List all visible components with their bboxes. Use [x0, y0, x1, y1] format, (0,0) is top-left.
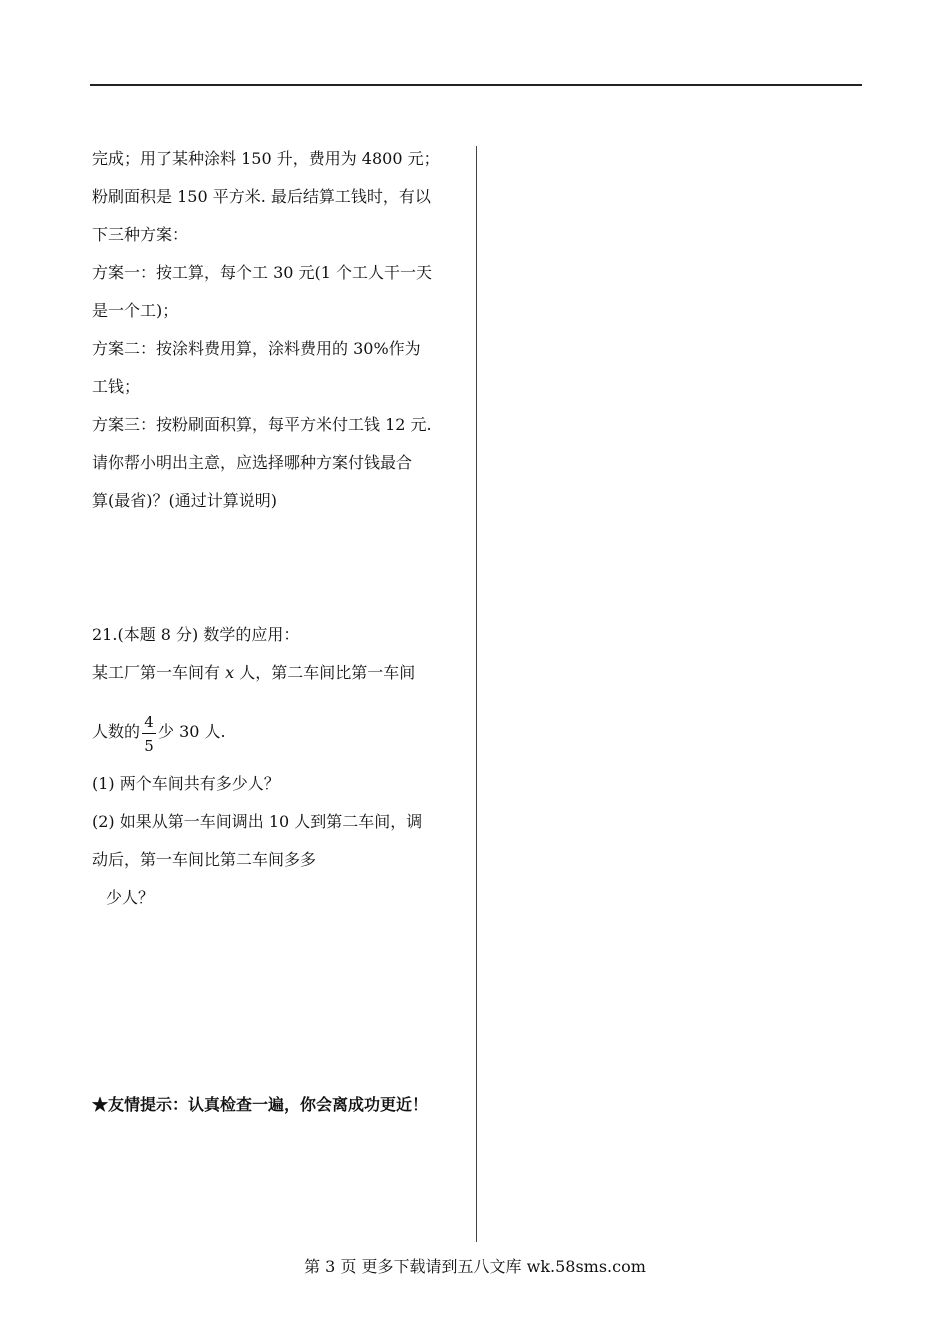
- problem-text-line: 工钱；: [92, 377, 141, 396]
- math-variable: x: [225, 663, 235, 682]
- problem-text-line: 粉刷面积是 150 平方米. 最后结算工钱时，有以: [92, 187, 431, 206]
- problem-text-line: 方案三：按粉刷面积算，每平方米付工钱 12 元.: [92, 415, 432, 434]
- problem-heading: 21.(本题 8 分) 数学的应用：: [92, 625, 300, 644]
- problem-text-line: 请你帮小明出主意，应选择哪种方案付钱最合: [92, 453, 413, 472]
- problem-text-line: [92, 662, 415, 684]
- page-footer: 第 3 页 更多下载请到五八文库 wk.58sms.com: [304, 1257, 646, 1276]
- problem-text-line: [92, 721, 140, 743]
- question-2-line: 动后，第一车间比第二车间多多: [92, 850, 317, 869]
- fraction: [142, 713, 156, 755]
- fraction-bar: [142, 733, 156, 734]
- problem-text-line: 方案一：按工算，每个工 30 元(1 个工人干一天: [92, 263, 433, 282]
- friendly-tip: ★友情提示：认真检查一遍，你会离成功更近！: [92, 1095, 429, 1114]
- problem-text-line: 算(最省)？(通过计算说明): [92, 491, 277, 510]
- text-segment: 人，第二车间比第一车间: [234, 663, 416, 682]
- problem-text-line: 完成；用了某种涂料 150 升，费用为 4800 元；: [92, 149, 440, 168]
- fraction-numerator: 4: [144, 713, 154, 731]
- question-1: (1) 两个车间共有多少人？: [92, 774, 280, 793]
- problem-text-line: 方案二：按涂料费用算，涂料费用的 30%作为: [92, 339, 421, 358]
- problem-text-line: 下三种方案：: [92, 225, 189, 244]
- question-2-line: (2) 如果从第一车间调出 10 人到第二车间，调: [92, 812, 423, 831]
- header-rule: [90, 84, 862, 86]
- fraction-denominator: 5: [144, 737, 154, 755]
- question-2-line: 少人？: [106, 888, 155, 907]
- text-segment: 人数的: [92, 722, 141, 741]
- text-segment: 少 30 人.: [158, 722, 226, 741]
- text-segment: 某工厂第一车间有: [92, 663, 226, 682]
- column-divider: [476, 146, 477, 1242]
- problem-text-line: 是一个工)；: [92, 301, 179, 320]
